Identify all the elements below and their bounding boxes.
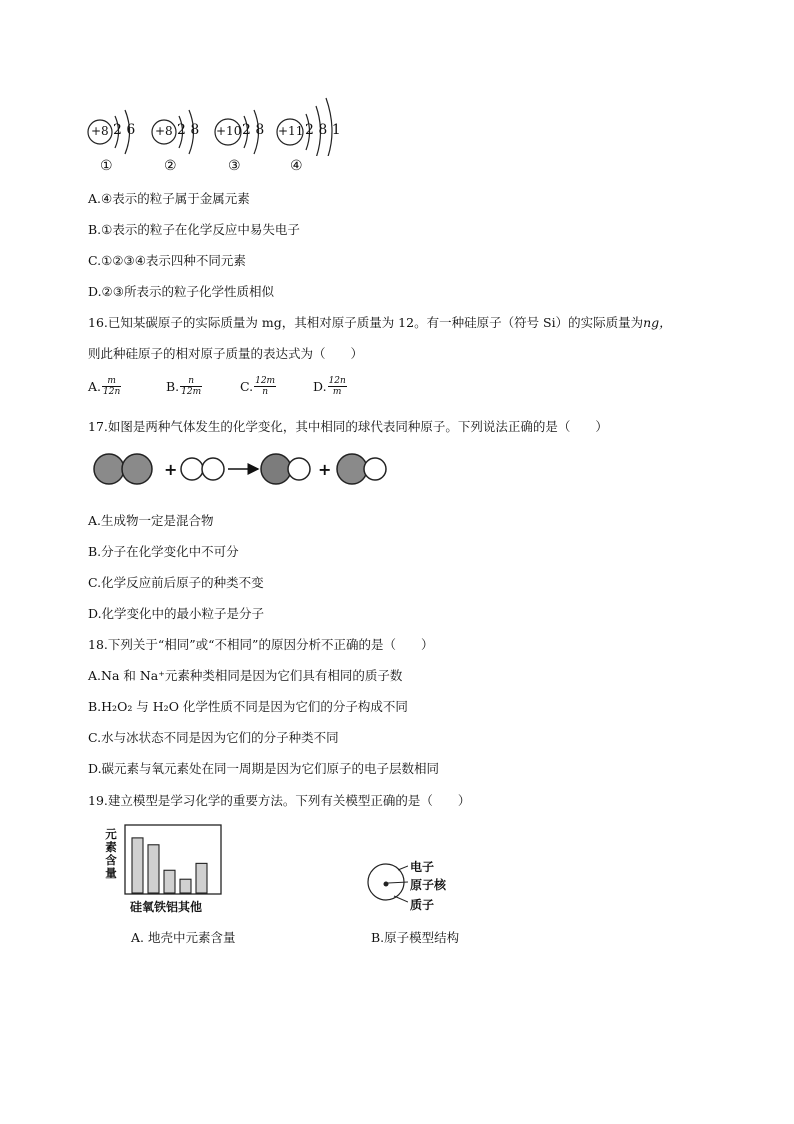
fraction-denominator: 12n	[103, 387, 121, 397]
q18-option-a: A.Na 和 Na⁺元素种类相同是因为它们具有相同的质子数	[88, 668, 403, 683]
q16-option-c-label: C.	[240, 379, 254, 394]
atom-3-label: ③	[228, 158, 241, 174]
q18-stem: 18.下列关于“相同”或“不相同”的原因分析不正确的是（ ）	[88, 637, 434, 652]
bar-chart-svg	[124, 824, 224, 896]
q15-option-a: A.④表示的粒子属于金属元素	[88, 191, 250, 206]
q15-option-b: B.①表示的粒子在化学反应中易失电子	[88, 222, 300, 237]
atom-caption: B.原子模型结构	[371, 930, 460, 945]
q16-stem-line2: 则此种硅原子的相对原子质量的表达式为（ ）	[88, 346, 364, 361]
q16-option-d-label: D.	[313, 379, 327, 394]
fraction-numerator: m	[102, 376, 121, 387]
q16-option-a-label: A.	[88, 379, 102, 394]
q17-option-b: B.分子在化学变化中不可分	[88, 544, 239, 559]
q16-option-a	[88, 376, 121, 397]
product-molecule-1	[261, 454, 310, 484]
fraction-denominator: m	[332, 387, 342, 397]
atom-1-shells: 2 6	[113, 122, 136, 138]
atom-model-diagram	[364, 852, 408, 912]
q18-option-c: C.水与冰状态不同是因为它们的分子种类不同	[88, 730, 339, 745]
q17-option-d: D.化学变化中的最小粒子是分子	[88, 606, 265, 621]
atom-2-shells: 2 8	[177, 122, 200, 138]
q16-option-c-fraction	[254, 376, 276, 397]
fraction-numerator: 12n	[328, 376, 346, 386]
chart-ylabel-2: 素	[105, 840, 117, 854]
atom-label-proton: 质子	[410, 898, 435, 912]
plus-sign-1: +	[164, 460, 178, 479]
chart-ylabel-3: 含	[105, 853, 117, 867]
atom-3-shells: 2 8	[242, 122, 265, 138]
chart-xlabel: 硅氧铁铝其他	[130, 900, 203, 914]
bar-氧	[148, 845, 159, 893]
bar-铁	[164, 870, 175, 893]
bar-铝	[180, 879, 191, 893]
atom-label-nucleus: 原子核	[410, 878, 447, 892]
q16-stem-line1	[88, 313, 672, 331]
q18-option-b: B.H₂O₂ 与 H₂O 化学性质不同是因为它们的分子构成不同	[88, 699, 408, 714]
chart-ylabel-1: 元	[105, 827, 117, 841]
atom-nucleus-dot	[384, 882, 389, 887]
q16-option-a-fraction	[102, 376, 121, 397]
q16-option-d	[313, 376, 347, 397]
q18-option-d: D.碳元素与氧元素处在同一周期是因为它们原子的电子层数相同	[88, 761, 440, 776]
bar-其他	[196, 863, 207, 893]
chart-caption: A. 地壳中元素含量	[131, 930, 236, 945]
atom-4-shells: 2 8 1	[305, 122, 341, 138]
reactant-molecule-white	[181, 458, 224, 480]
q16-option-b-fraction	[180, 376, 202, 397]
q16-stem-tail: ng，	[643, 315, 672, 330]
q19-stem: 19.建立模型是学习化学的重要方法。下列有关模型正确的是（ ）	[88, 793, 471, 808]
chart-ylabel-4: 量	[105, 866, 117, 880]
fraction-numerator: 12m	[255, 376, 276, 386]
atom-3-nucleus: +10	[216, 124, 242, 138]
crust-element-chart	[104, 824, 224, 916]
q17-option-c: C.化学反应前后原子的种类不变	[88, 575, 264, 590]
atom-1-nucleus: +8	[91, 124, 109, 138]
atom-label-electron: 电子	[410, 860, 435, 874]
atom-4-label: ④	[290, 158, 303, 174]
fraction-denominator: 12m	[181, 387, 202, 397]
q15-option-d: D.②③所表示的粒子化学性质相似	[88, 284, 274, 299]
q16-option-b-label: B.	[166, 379, 180, 394]
plus-sign-2: +	[318, 460, 332, 479]
atom-2-nucleus: +8	[155, 124, 173, 138]
fraction-numerator: n	[180, 376, 202, 387]
atom-4-nucleus: +11	[278, 124, 304, 138]
q15-option-c: C.①②③④表示四种不同元素	[88, 253, 246, 268]
q17-stem: 17.如图是两种气体发生的化学变化，其中相同的球代表同种原子。下列说法正确的是（ ）	[88, 419, 608, 434]
q16-stem-text: 16.已知某碳原子的实际质量为 mg，其相对原子质量为 12。有一种硅原子（符号 Si）的实际质量为	[88, 315, 644, 330]
q16-option-d-fraction	[328, 376, 347, 397]
reactant-molecule-dark	[94, 454, 152, 484]
reaction-molecule-diagram	[88, 447, 398, 493]
q16-option-c	[240, 376, 276, 397]
q17-option-a: A.生成物一定是混合物	[88, 513, 214, 528]
atom-2-label: ②	[164, 158, 177, 174]
atom-1-label: ①	[100, 158, 113, 174]
product-molecule-2	[337, 454, 386, 484]
q16-option-b	[166, 376, 202, 397]
fraction-denominator: n	[262, 387, 268, 397]
bar-硅	[132, 838, 143, 893]
